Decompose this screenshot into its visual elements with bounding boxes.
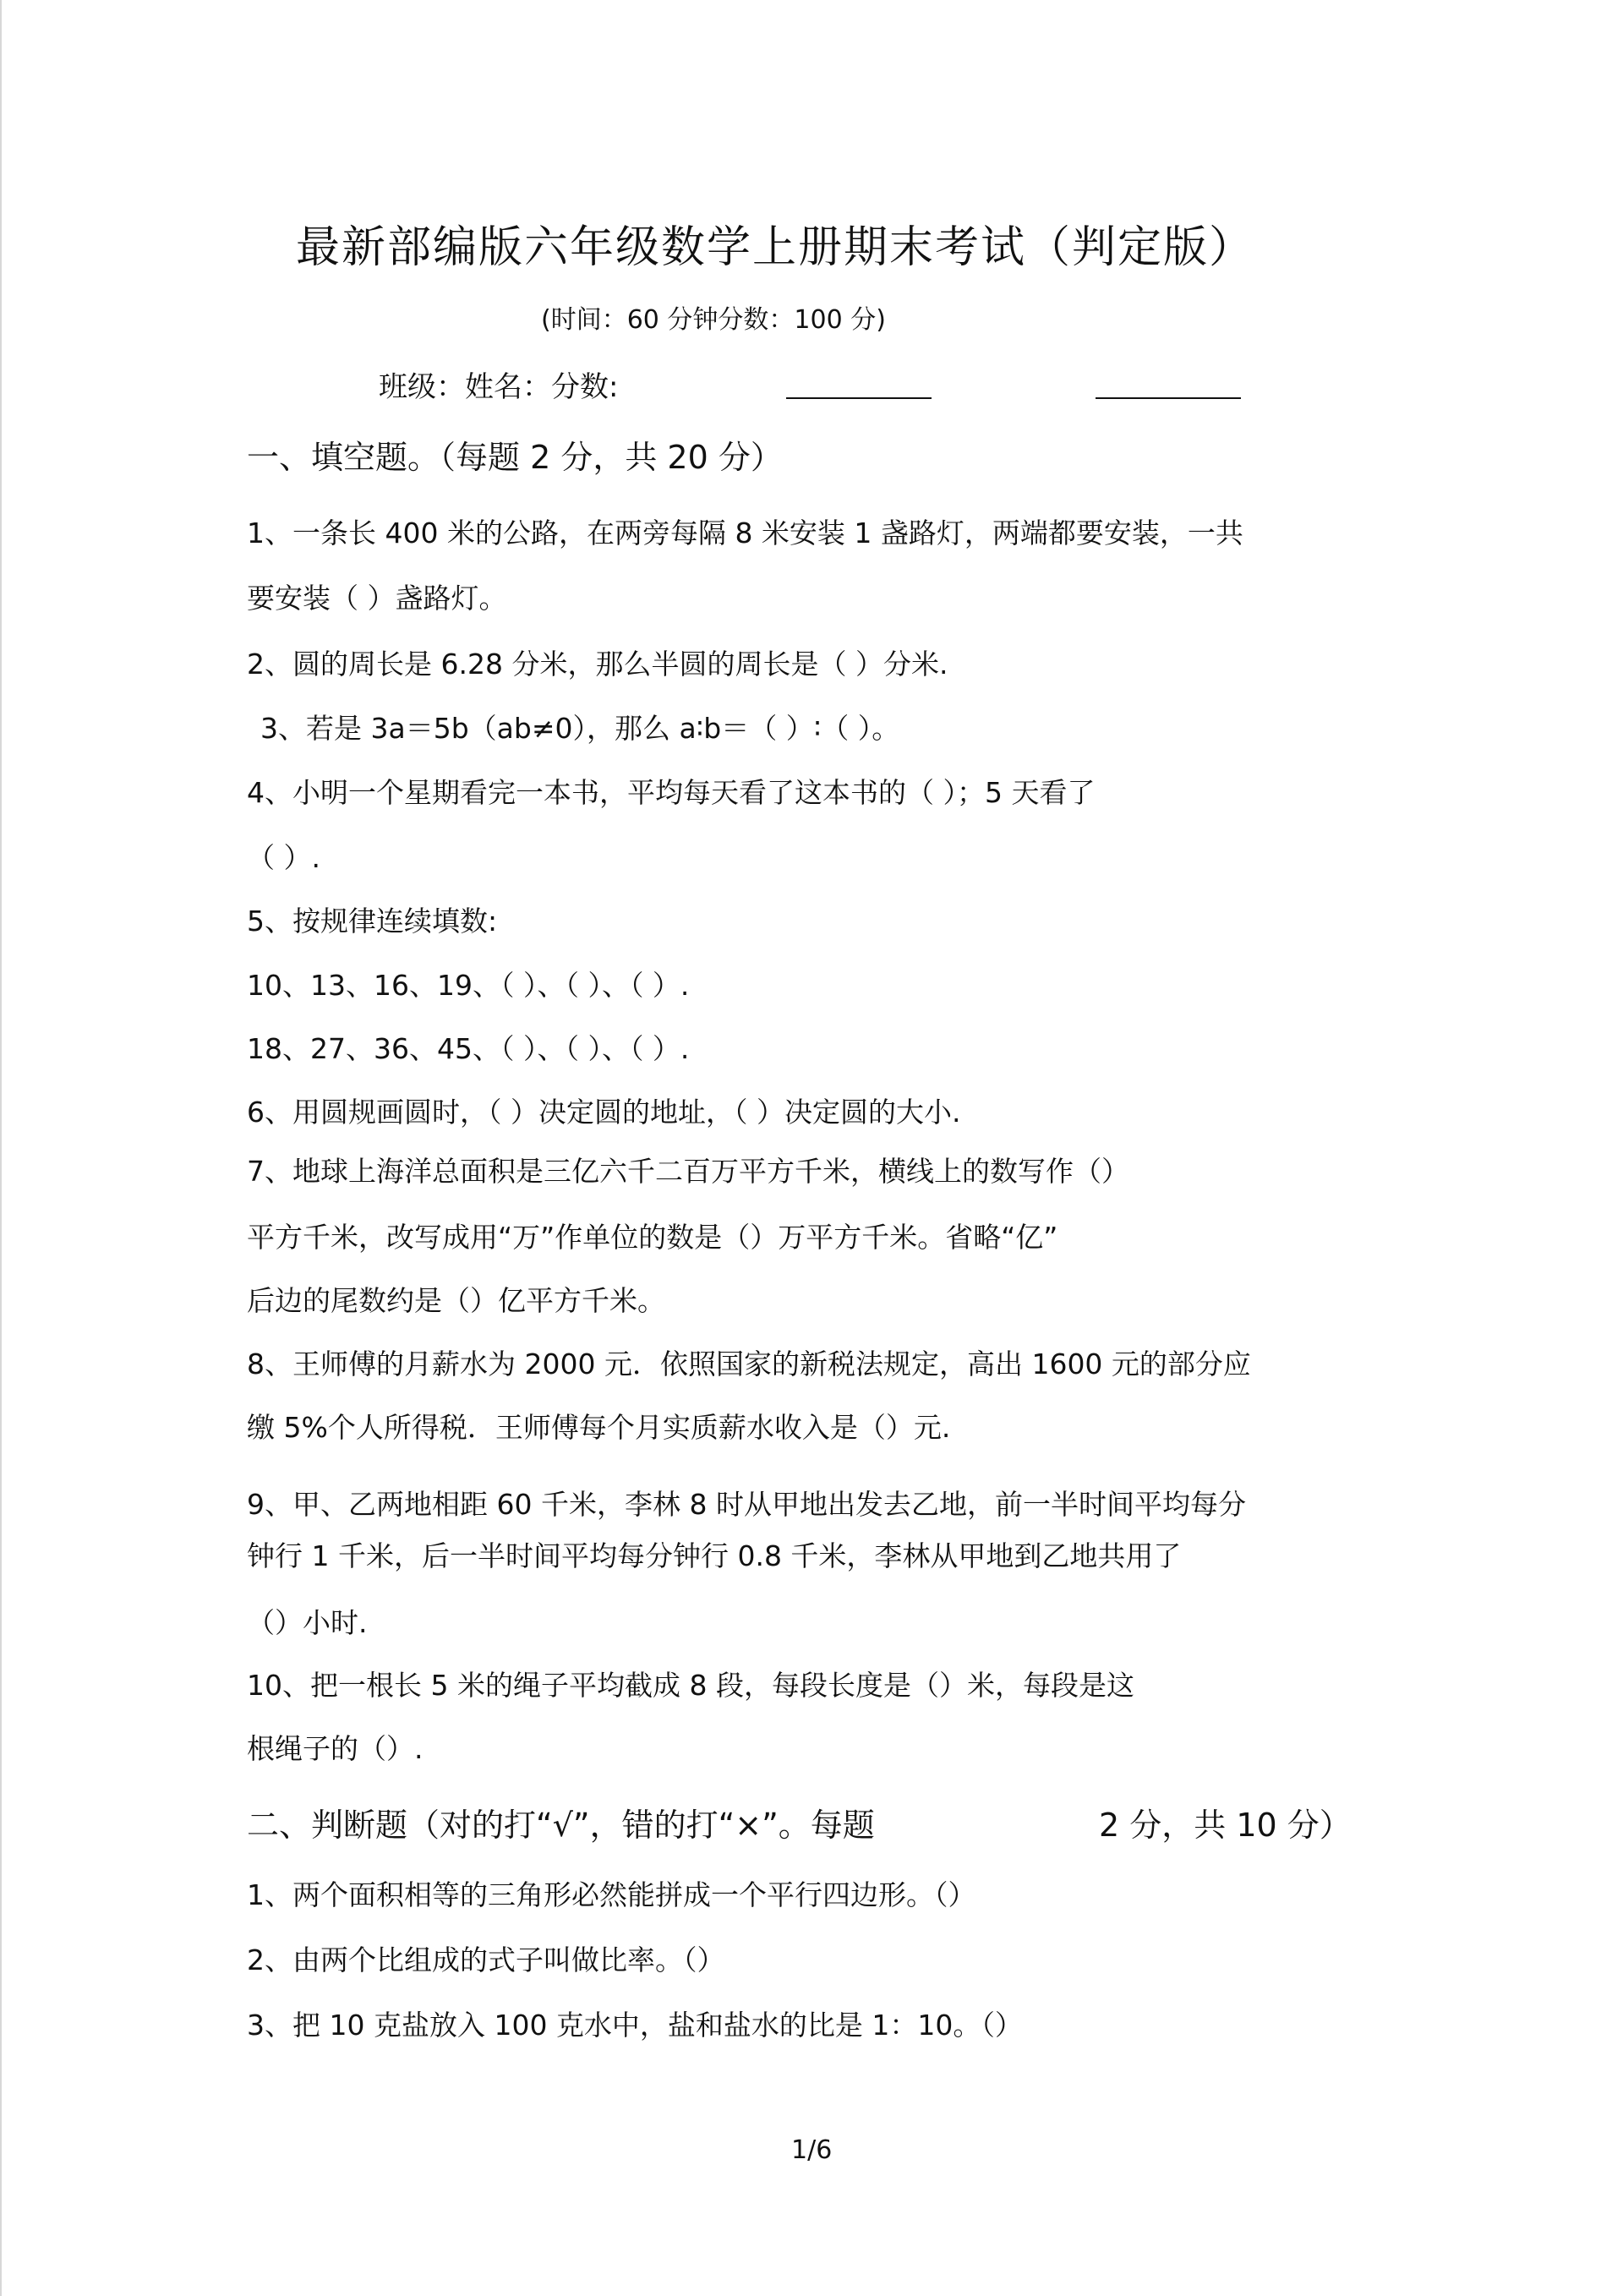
- q2-line: 2、圆的周长是 6.28 分米，那么半圆的周长是（ ）分米.: [247, 648, 948, 681]
- name-blank-line: [786, 397, 932, 399]
- q8-line1: 8、王师傅的月薪水为 2000 元．依照国家的新税法规定，高出 1600 元的部分应: [247, 1348, 1251, 1380]
- q5-line: 5、按规律连续填数:: [247, 905, 498, 938]
- page-number: 1/6: [791, 2135, 833, 2165]
- student-info-label: 班级：姓名：分数:: [379, 370, 619, 404]
- q5-sequence2: 18、27、36、45、（ ）、（ ）、（ ）.: [247, 1032, 690, 1065]
- q10-line2: 根绳子的（）.: [247, 1732, 424, 1765]
- judge-q3: 3、把 10 克盐放入 100 克水中，盐和盐水的比是 1：10。（）: [247, 2009, 1023, 2042]
- q9-line2: 钟行 1 千米，后一半时间平均每分钟行 0.8 千米，李林从甲地到乙地共用了: [247, 1539, 1182, 1572]
- q7-line2: 平方千米，改写成用“万”作单位的数是（）万平方千米。省略“亿”: [247, 1221, 1058, 1254]
- q7-line3: 后边的尾数约是（）亿平方千米。: [247, 1284, 665, 1317]
- section2-heading-left: 二、判断题（对的打“√”，错的打“×”。每题: [247, 1807, 875, 1844]
- judge-q1: 1、两个面积相等的三角形必然能拼成一个平行四边形。（）: [247, 1878, 976, 1911]
- q5-sequence1: 10、13、16、19、（ ）、（ ）、（ ）.: [247, 969, 690, 1002]
- q7-line1: 7、地球上海洋总面积是三亿六千二百万平方千米，横线上的数写作（）: [247, 1155, 1129, 1188]
- q1-line1: 1、一条长 400 米的公路，在两旁每隔 8 米安装 1 盏路灯，两端都要安装，一共: [247, 517, 1243, 549]
- q4-line1: 4、小明一个星期看完一本书，平均每天看了这本书的（ ）；5 天看了: [247, 776, 1096, 809]
- judge-q2: 2、由两个比组成的式子叫做比率。（）: [247, 1943, 725, 1976]
- section2-heading-right: 2 分，共 10 分）: [1099, 1807, 1352, 1844]
- exam-title: 最新部编版六年级数学上册期末考试（判定版）: [296, 222, 1255, 273]
- section1-heading: 一、填空题。（每题 2 分，共 20 分）: [247, 439, 783, 476]
- q3-line: 3、若是 3a＝5b（ab≠0），那么 a∶b＝（ ）∶（ ）。: [260, 712, 900, 745]
- q4-line2: （ ）.: [247, 841, 320, 874]
- q1-line2: 要安装（ ）盏路灯。: [247, 582, 507, 615]
- q9-line3: （）小时.: [247, 1606, 368, 1639]
- q10-line1: 10、把一根长 5 米的绳子平均截成 8 段，每段长度是（）米，每段是这: [247, 1669, 1134, 1702]
- exam-subtitle: (时间：60 分钟分数：100 分): [541, 305, 886, 335]
- score-blank-line: [1096, 397, 1241, 399]
- q8-line2: 缴 5%个人所得税．王师傅每个月实质薪水收入是（）元.: [247, 1411, 951, 1444]
- q9-line1: 9、甲、乙两地相距 60 千米，李林 8 时从甲地出发去乙地，前一半时间平均每分: [247, 1488, 1246, 1521]
- q6-line: 6、用圆规画圆时，（ ）决定圆的地址，（ ）决定圆的大小.: [247, 1096, 961, 1129]
